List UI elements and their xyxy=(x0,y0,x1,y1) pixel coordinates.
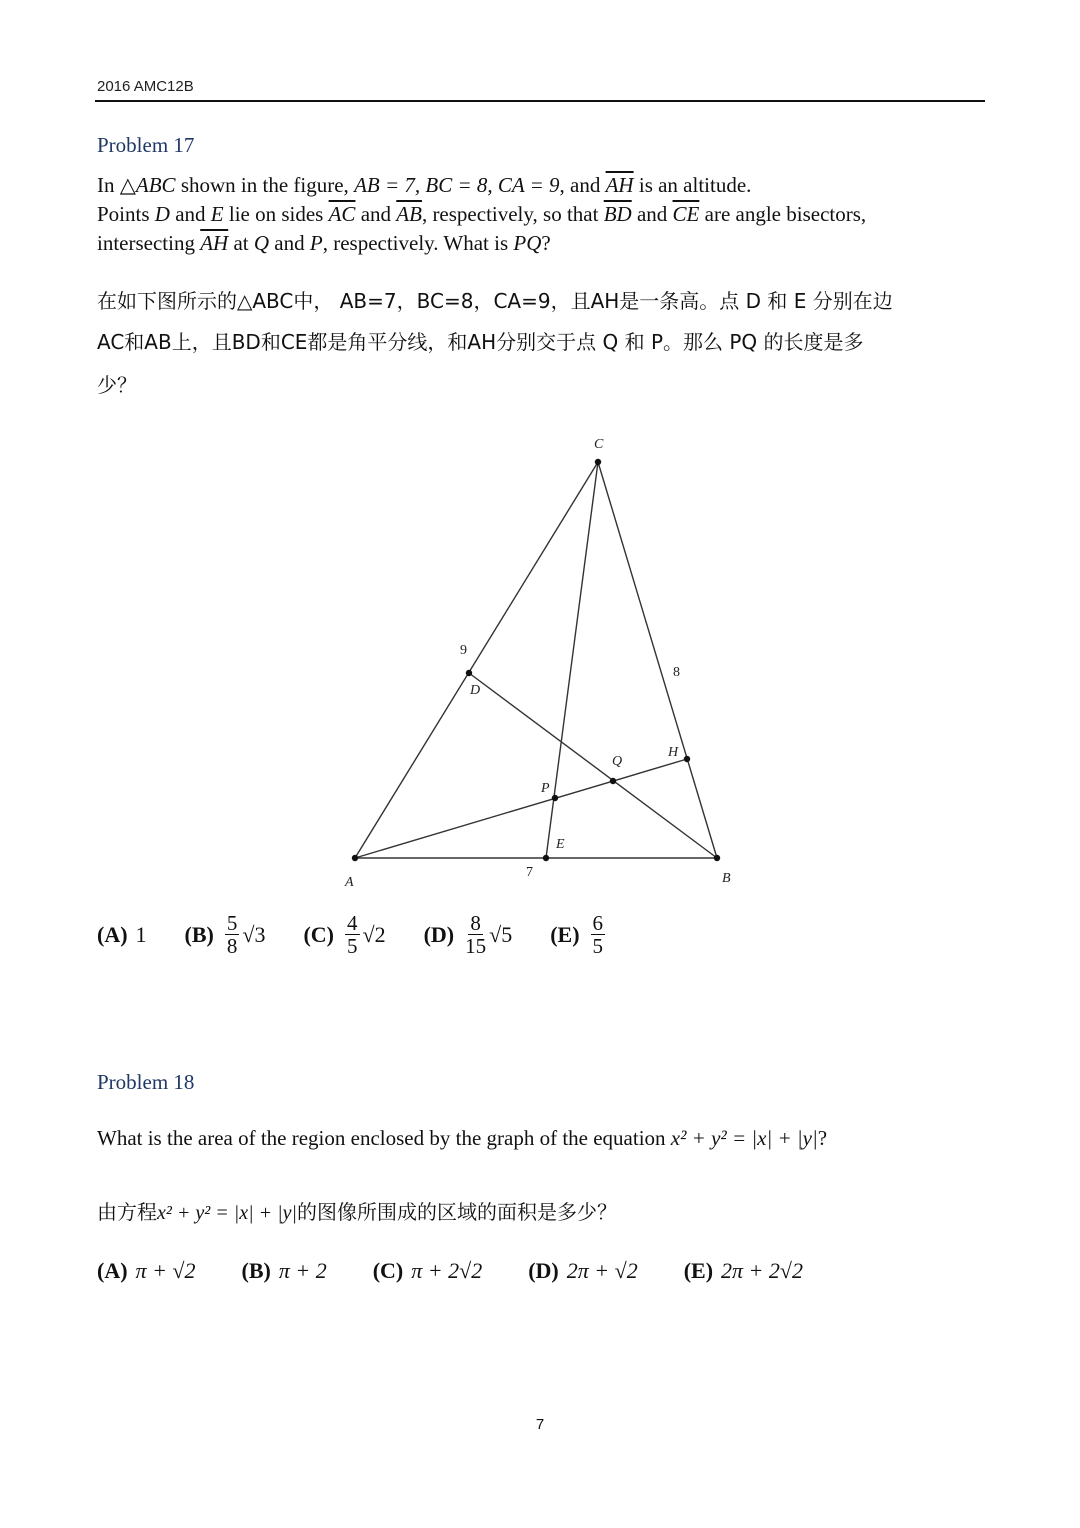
label-c: C xyxy=(594,437,604,452)
p18-choice-b[interactable]: (B) π + 2 xyxy=(241,1258,327,1283)
point-a xyxy=(352,855,358,861)
bisector-bd xyxy=(469,673,717,858)
p18-choice-d[interactable]: (D) 2π + √2 xyxy=(528,1258,638,1283)
p18-choice-c[interactable]: (C) π + 2√2 xyxy=(372,1258,483,1283)
p17-zh-line-2: AC和AB上，且BD和CE都是角平分线，和AH分别交于点 Q 和 P。那么 PQ 的长度是多 xyxy=(97,330,864,354)
point-c xyxy=(595,459,601,465)
label-h: H xyxy=(668,745,679,760)
p17-en-line-3: intersecting $\overline{AH}$ at Q and P, respectively. What is PQ? xyxy=(97,231,551,255)
label-side-ab: 7 xyxy=(526,865,533,880)
label-e: E xyxy=(556,837,565,852)
p18-en-line: What is the area of the region enclosed by the graph of the equation x² + y² = |x| + |y|? xyxy=(97,1126,828,1150)
altitude-ah xyxy=(355,759,687,858)
point-h xyxy=(684,756,690,762)
p17-en-line-2: Points D and E lie on sides $\overline{AC}$ and $\overline{AB}$, respectively, so that $\overline{BD}$ and $\overline{CE}$ are angle bisectors, xyxy=(97,202,867,226)
p17-zh-line-1: 在如下图所示的△ABC中， AB=7，BC=8，CA=9，且AH是一条高。点 D 和 E 分别在边 xyxy=(97,289,893,313)
p18-choice-e[interactable]: (E) 2π + 2√2 xyxy=(683,1258,803,1283)
p17-zh-line-3: 少？ xyxy=(97,373,137,397)
label-a: A xyxy=(345,875,354,890)
p18-choices xyxy=(97,1258,841,1284)
label-b: B xyxy=(722,871,731,886)
label-q: Q xyxy=(612,754,623,769)
p17-choice-e[interactable]: (E) $\frac{6}{5}$ xyxy=(550,911,604,959)
p17-choices xyxy=(97,912,646,957)
p17-en-line-1: In △ABC shown in the figure, AB = 7, BC = 8, CA = 9, and $\overline{AH}$ is an altitude. xyxy=(97,173,752,197)
point-d xyxy=(466,670,472,676)
point-e xyxy=(543,855,549,861)
label-side-ca: 9 xyxy=(460,643,467,658)
p17-choice-c[interactable]: (C) $\frac{4}{5}$ √2 xyxy=(303,911,386,959)
p18-choice-a[interactable]: (A) π + √2 xyxy=(97,1258,196,1283)
problem-18-title: Problem 18 xyxy=(97,1070,195,1094)
label-p: P xyxy=(541,781,550,796)
point-p xyxy=(552,795,558,801)
p18-zh-line: 由方程x² + y² = |x| + |y|的图像所围成的区域的面积是多少？ xyxy=(97,1200,617,1224)
side-bc xyxy=(598,462,717,858)
side-ca xyxy=(355,462,598,858)
page-number: 7 xyxy=(535,1416,545,1433)
label-d: D xyxy=(470,683,481,698)
point-b xyxy=(714,855,720,861)
point-q xyxy=(610,778,616,784)
p17-choice-a[interactable]: (A) 1 xyxy=(97,921,147,947)
p17-choice-b[interactable]: (B) $\frac{5}{8}$ √3 xyxy=(184,911,266,959)
problem-17-title: Problem 17 xyxy=(97,133,195,157)
label-side-bc: 8 xyxy=(673,665,680,680)
p17-choice-d[interactable]: (D) $\frac{8}{15}$ √5 xyxy=(423,911,513,959)
page-header: 2016 AMC12B xyxy=(97,78,194,95)
